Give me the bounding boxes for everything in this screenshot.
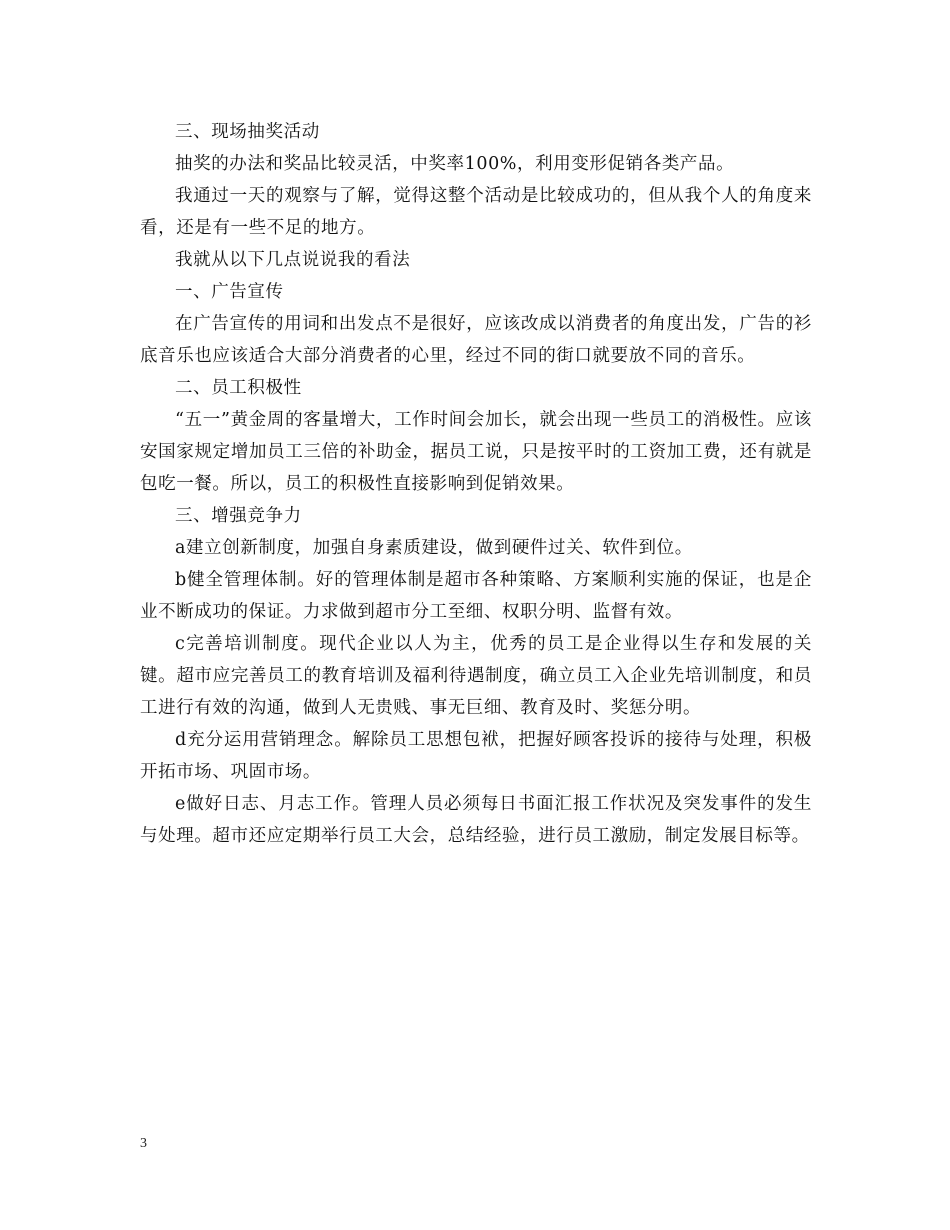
heading-advertising: 一、广告宣传	[175, 282, 284, 302]
heading-lottery-activity: 三、现场抽奖活动	[175, 122, 320, 142]
list-item-a: a建立创新制度，加强自身素质建设，做到硬件过关、软件到位。	[175, 538, 693, 558]
document-body	[140, 116, 812, 852]
heading-staff-motivation: 二、员工积极性	[175, 378, 302, 398]
paragraph-lottery-method: 抽奖的办法和奖品比较灵活，中奖率100%，利用变形促销各类产品。	[175, 154, 735, 174]
list-item-e: e做好日志、月志工作。管理人员必须每日书面汇报工作状况及突发事件的发生与处理。超市还应定期举行员工大会，总结经验，进行员工激励，制定发展目标等。	[140, 794, 812, 846]
page-number: 3	[140, 1136, 147, 1151]
paragraph-staff-motivation: “五一”黄金周的客量增大，工作时间会加长，就会出现一些员工的消极性。应该安国家规定增加员工三倍的补助金，据员工说，只是按平时的工资加工费，还有就是包吃一餐。所以，员工的积极性直接影响到促销效果。	[140, 410, 812, 494]
list-item-d: d充分运用营销理念。解除员工思想包袱，把握好顾客投诉的接待与处理，积极开拓市场、巩固市场。	[140, 730, 812, 782]
paragraph-my-views-intro: 我就从以下几点说说我的看法	[175, 250, 411, 270]
heading-competitiveness: 三、增强竞争力	[175, 506, 302, 526]
paragraph-advertising: 在广告宣传的用词和出发点不是很好，应该改成以消费者的角度出发，广告的衫底音乐也应该适合大部分消费者的心里，经过不同的街口就要放不同的音乐。	[140, 314, 812, 366]
list-item-c: c完善培训制度。现代企业以人为主，优秀的员工是企业得以生存和发展的关键。超市应完善员工的教育培训及福利待遇制度，确立员工入企业先培训制度，和员工进行有效的沟通，做到人无贵贱、事无巨细、教育及时、奖惩分明。	[140, 634, 812, 718]
paragraph-observation: 我通过一天的观察与了解，觉得这整个活动是比较成功的，但从我个人的角度来看，还是有一些不足的地方。	[140, 186, 812, 238]
list-item-b: b健全管理体制。好的管理体制是超市各种策略、方案顺利实施的保证，也是企业不断成功的保证。力求做到超市分工至细、权职分明、监督有效。	[140, 570, 812, 622]
